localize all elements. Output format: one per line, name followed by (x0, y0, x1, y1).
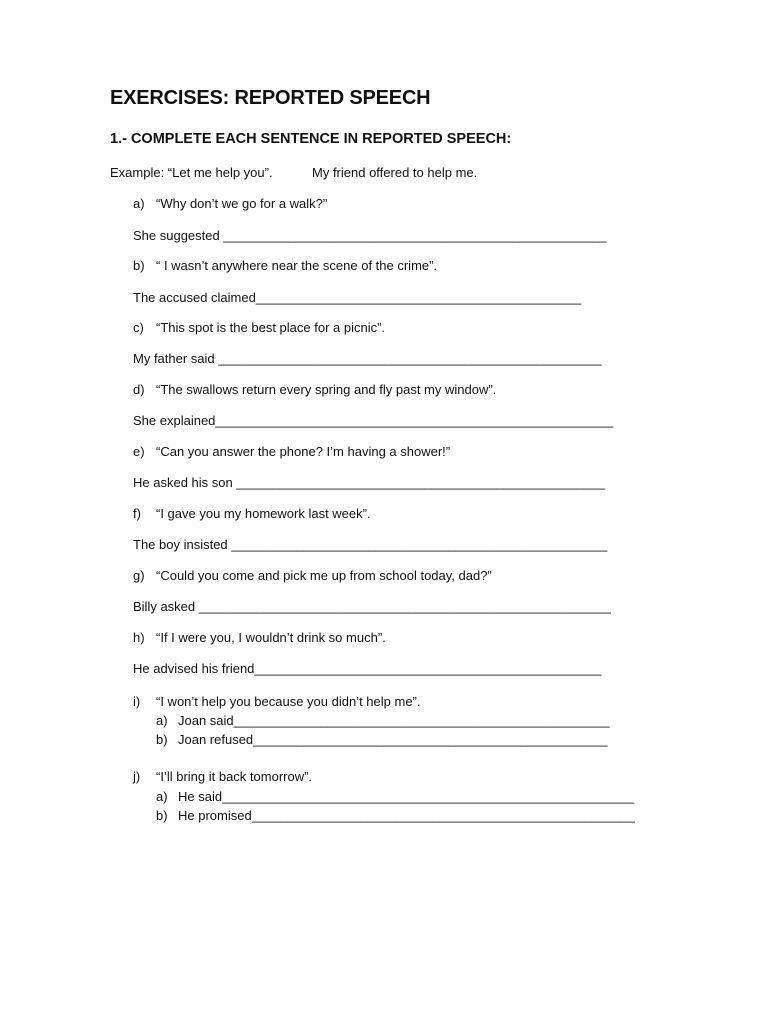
item-answer-line[interactable]: She explained_______________________________________________________ (133, 413, 614, 428)
example-label: Example: “Let me help you”. (110, 165, 273, 180)
sub-item-answer-line[interactable]: He promised_____________________________________________________ (178, 808, 635, 823)
item-quote: “I won’t help you because you didn’t help me”. (156, 694, 421, 709)
item-quote: “Could you come and pick me up from school today, dad?” (156, 568, 492, 583)
sub-item-letter: b) (156, 808, 168, 823)
sub-item-answer-line[interactable]: Joan refused_________________________________________________ (178, 732, 608, 747)
item-quote: “I’ll bring it back tomorrow”. (156, 769, 313, 784)
item-quote: “ I wasn’t anywhere near the scene of the crime”. (156, 258, 438, 273)
page-title: EXERCISES: REPORTED SPEECH (110, 87, 431, 109)
item-answer-line[interactable]: Billy asked _________________________________________________________ (133, 599, 611, 614)
item-letter: j) (133, 769, 141, 784)
item-letter: d) (133, 382, 145, 397)
item-quote: “If I were you, I wouldn’t drink so much”. (156, 630, 386, 645)
section-heading: 1.- COMPLETE EACH SENTENCE IN REPORTED SPEECH: (110, 131, 512, 147)
item-letter: e) (133, 444, 145, 459)
item-answer-line[interactable]: The accused claimed_____________________________________________ (133, 290, 582, 305)
sub-item-letter: a) (156, 713, 168, 728)
item-letter: b) (133, 258, 145, 273)
item-letter: g) (133, 568, 145, 583)
sub-item-answer-line[interactable]: He said_________________________________________________________ (178, 789, 635, 804)
item-quote: “I gave you my homework last week”. (156, 506, 371, 521)
item-answer-line[interactable]: My father said _____________________________________________________ (133, 351, 602, 366)
item-letter: h) (133, 630, 145, 645)
sub-item-letter: a) (156, 789, 168, 804)
item-letter: c) (133, 320, 144, 335)
sub-item-letter: b) (156, 732, 168, 747)
item-quote: “This spot is the best place for a picnic”. (156, 320, 386, 335)
item-answer-line[interactable]: He asked his son ___________________________________________________ (133, 475, 606, 490)
example-answer: My friend offered to help me. (312, 165, 478, 180)
item-answer-line[interactable]: She suggested _____________________________________________________ (133, 228, 607, 243)
item-quote: “Can you answer the phone? I’m having a shower!” (156, 444, 451, 459)
item-answer-line[interactable]: The boy insisted ____________________________________________________ (133, 537, 608, 552)
sub-item-answer-line[interactable]: Joan said____________________________________________________ (178, 713, 610, 728)
item-answer-line[interactable]: He advised his friend________________________________________________ (133, 661, 602, 676)
item-letter: a) (133, 196, 145, 211)
item-letter: i) (133, 694, 141, 709)
item-quote: “Why don’t we go for a walk?” (156, 196, 328, 211)
item-letter: f) (133, 506, 141, 521)
item-quote: “The swallows return every spring and fly past my window”. (156, 382, 497, 397)
